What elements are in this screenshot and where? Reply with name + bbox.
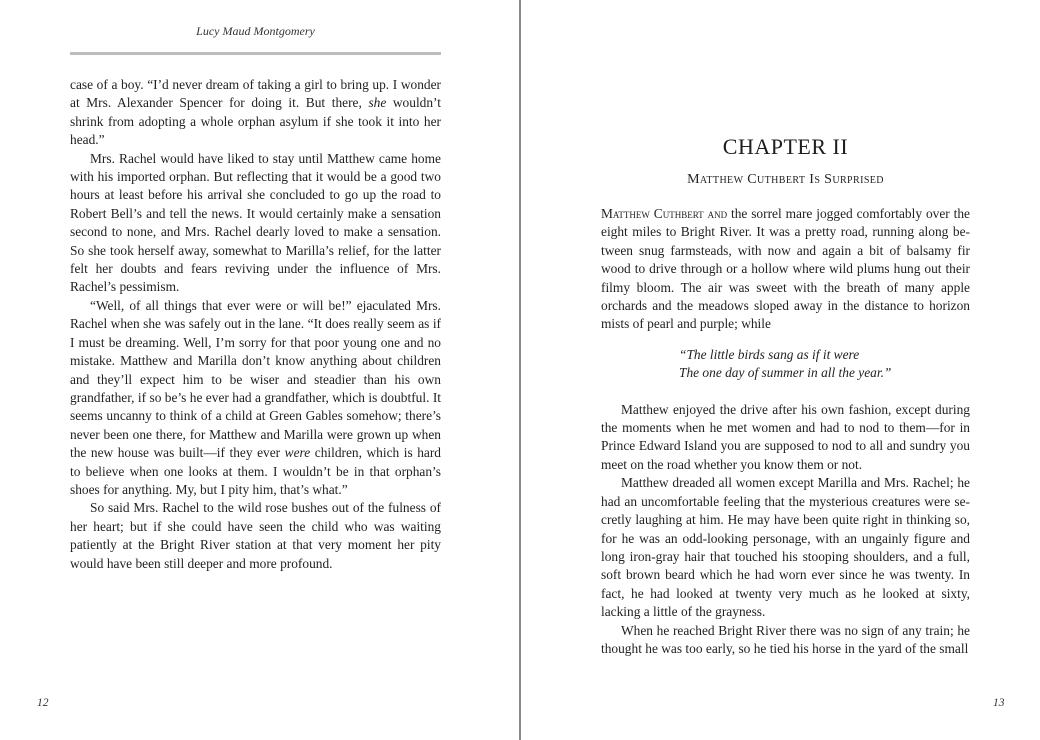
verse-quotation	[601, 346, 970, 383]
right-page-body	[601, 205, 970, 658]
left-page-body	[70, 76, 441, 573]
page-number: 12	[37, 697, 49, 709]
paragraph-7: When he reached Bright River there was no sign of any train; he thought he was too early, so he tied his horse in the yard of the small	[601, 622, 970, 656]
opening-small-caps: Matthew Cuthbert and	[601, 206, 728, 221]
paragraph-5: Matthew enjoyed the drive after his own fashion, except during the moments when he met women and had to nod to them—for in Prince Edward Island you are supposed to nod to all and sundry you meet on the road whether you know them or not.	[601, 401, 970, 472]
paragraph-text: Mrs. Rachel would have liked to stay until Matthew came home with his imported orphan. But reflecting that it would be a good two hours at least before his arrival she concluded to go up the road to Robert Bell’s and tell the news. It would certainly make a sensation second to none, and Mrs. Rachel dearly loved to make a sensation. So she took herself away, somewhat to Marilla’s relief, for the latter felt her doubts and fears reviving under the influence of Mrs. Rachel’s pessimism.	[70, 150, 441, 295]
paragraph-3	[70, 297, 441, 499]
italic-emphasis: she	[368, 95, 387, 111]
paragraph-text: the sorrel mare jogged comfortably over the eight miles to Bright River. It was a pretty road, running along between snug farmsteads, with now and again a bit of balsamy fir wood to drive through or a hollow where wild plums hung out their filmy bloom. The air was sweet with the breath of many apple orchards and the meadows sloped away in the distance to horizon mists of pearl and purple; while	[601, 206, 970, 332]
chapter-subtitle: Matthew Cuthbert Is Surprised	[687, 172, 884, 187]
page-number: 13	[993, 697, 1005, 709]
paragraph-text: case of a boy. “I’d never dream of taking a girl to bring up. I wonder at Mrs. Alexander Spencer for doing it. But there,	[70, 77, 441, 111]
running-head: Lucy Maud Montgomery	[196, 24, 315, 38]
paragraph-text: children, which is hard to believe when one looks at them. I wouldn’t be in that orphan’s shoes for anything. My, but I pity him, that’s what.”	[70, 445, 442, 497]
left-page	[0, 0, 519, 740]
italic-emphasis: were	[284, 445, 311, 461]
paragraph-text: “Well, of all things that ever were or will be!” ejaculated Mrs. Rachel when she was safely out in the lane. “It does really seem as if I must be dreaming. Well, I’m sorry for that poor young one and no mistake. Matthew and Marilla don’t know anything about children and they’ll expect him to be wiser and steadier than his own grandfather, if so be’s he ever had a grandfather, which is doubtful. It seems uncanny to think of a child at Green Gables somehow; there’s never been one there, for Matthew and Marilla were grown up when the new house was built—if they ever	[70, 297, 441, 461]
paragraph-4	[70, 499, 441, 573]
header-rule	[70, 52, 441, 55]
paragraph-6: Matthew dreaded all women except Marilla and Mrs. Rachel; he had an uncomfortable feeling that the mysterious creatures were secretly laughing at him. He may have been quite right in thinking so, for he was an odd-looking personage, with an ungainly figure and long iron-gray hair that touched his stooping shoulders, and a full, soft brown beard which he had worn ever since he was twenty. In fact, he had looked at twenty very much as he looked at sixty, lacking a little of the grayness.	[601, 475, 970, 620]
chapter-title: CHAPTER II	[722, 134, 849, 159]
opening-paragraph	[601, 205, 970, 334]
verse-line: “The little birds sang as if it were	[679, 346, 860, 362]
paragraph-text: So said Mrs. Rachel to the wild rose bushes out of the fulness of her heart; but if she could have seen the child who was waiting patiently at the Bright River station at that very moment her pity would have been still deeper and more profound.	[70, 500, 441, 571]
paragraph-2	[70, 150, 441, 297]
verse-line: The one day of summer in all the year.”	[679, 365, 892, 381]
paragraph-text: wouldn’t shrink from adopting a whole orphan asylum if she took it into her head.”	[70, 95, 441, 148]
paragraph-1	[70, 76, 441, 150]
right-page	[521, 0, 1040, 740]
